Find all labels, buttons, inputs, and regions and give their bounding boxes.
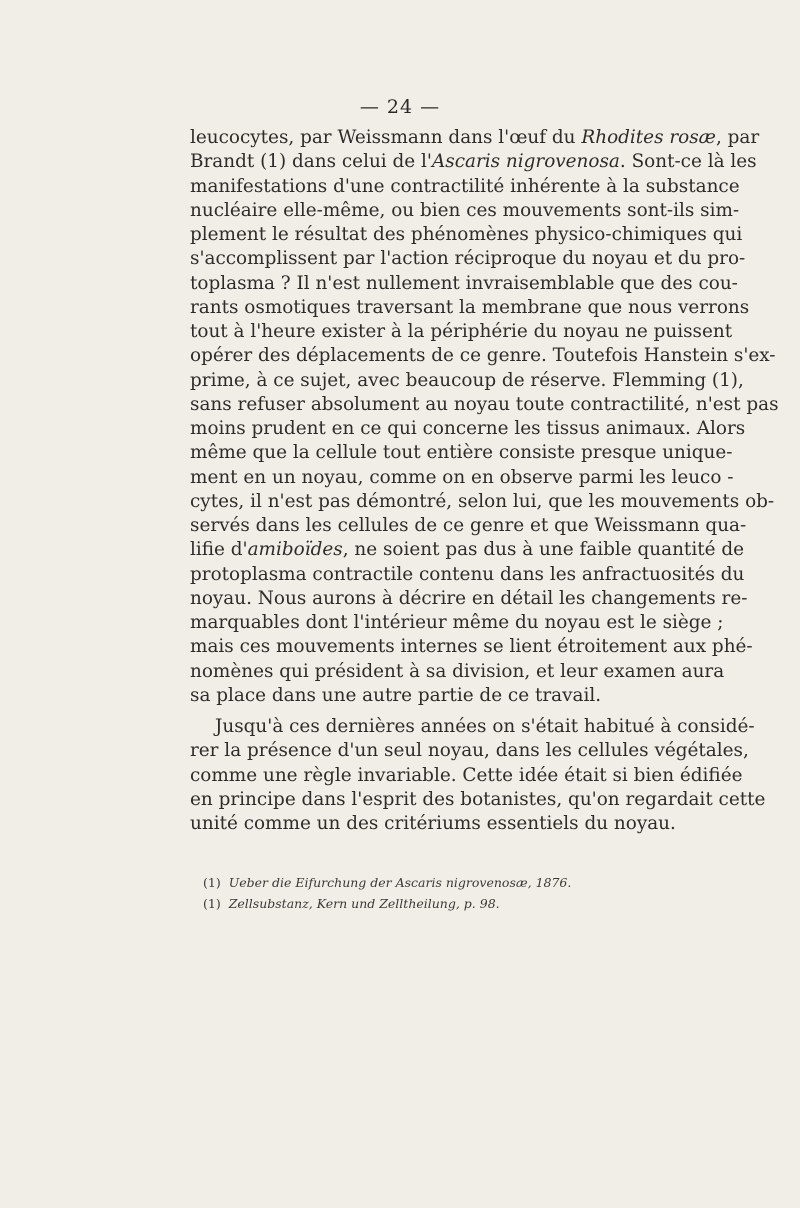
italic-term: Ascaris nigrovenosa (431, 151, 620, 173)
footnote (203, 872, 663, 893)
text-line: s'accomplissent par l'action réciproque du noyau et du pro- (190, 248, 746, 270)
text-line: mais ces mouvements internes se lient étroitement aux phé- (190, 636, 753, 658)
text-line: plement le résultat des phénomènes physico-chimiques qui (190, 224, 743, 245)
text-line: protoplasma contractile contenu dans les anfractuosités du (190, 563, 745, 585)
text-line: rer la présence d'un seul noyau, dans les cellules végétales, (190, 740, 749, 762)
page-number: — 24 — (359, 96, 441, 118)
footnote-number: (1) (203, 896, 221, 911)
text-line: moins prudent en ce qui concerne les tissus animaux. Alors (190, 418, 746, 439)
text-line: tout à l'heure exister à la périphérie du noyau ne puissent (190, 321, 733, 342)
text-line: marquables dont l'intérieur même du noyau est le siège ; (190, 612, 724, 633)
footnote (203, 893, 663, 914)
text-line: toplasma ? Il n'est nullement invraisemblable que des cou- (190, 272, 738, 294)
footnote-text: Ueber die Eifurchung der Ascaris nigrovenosæ, 1876. (228, 875, 572, 890)
text-line: comme une règle invariable. Cette idée était si bien édifiée (190, 764, 743, 786)
footnote-number: (1) (203, 875, 221, 890)
italic-term: Rhodites rosæ (581, 127, 716, 148)
footnote-text: Zellsubstanz, Kern und Zelltheilung, p. 98. (228, 896, 500, 911)
text-line: Jusqu'à ces dernières années on s'était habitué à considé- (215, 716, 755, 737)
paragraph-1 (190, 126, 779, 708)
text-line: sa place dans une autre partie de ce travail. (190, 684, 602, 706)
text-line: rants osmotiques traversant la membrane que nous verrons (190, 296, 750, 318)
text-line: servés dans les cellules de ce genre et que Weissmann qua- (190, 515, 747, 536)
text-line: nomènes qui président à sa division, et leur examen aura (190, 660, 725, 682)
text-line: unité comme un des critériums essentiels du noyau. (190, 813, 676, 834)
text-line: lifie d'amiboïdes, ne soient pas dus à une faible quantité de (190, 539, 744, 561)
text-line: même que la cellule tout entière consiste presque unique- (190, 442, 733, 464)
text-line: prime, à ce sujet, avec beaucoup de réserve. Flemming (1), (190, 369, 744, 391)
text-line: opérer des déplacements de ce genre. Toutefois Hanstein s'ex- (190, 345, 776, 367)
text-line: ment en un noyau, comme on en observe parmi les leuco - (190, 466, 734, 488)
text-line: en principe dans l'esprit des botanistes, qu'on regardait cette (190, 788, 766, 810)
text-line: cytes, il n'est pas démontré, selon lui, que les mouvements ob- (190, 490, 775, 512)
footnotes (203, 872, 663, 914)
paragraph-2 (190, 715, 766, 836)
text-line: manifestations d'une contractilité inhérente à la substance (190, 175, 740, 197)
italic-term: amiboïdes (247, 539, 343, 561)
text-line: nucléaire elle-même, ou bien ces mouvements sont-ils sim- (190, 199, 740, 221)
text-line: Brandt (1) dans celui de l'Ascaris nigrovenosa. Sont-ce là les (190, 151, 757, 173)
text-line: noyau. Nous aurons à décrire en détail les changements re- (190, 587, 748, 609)
text-line: leucocytes, par Weissmann dans l'œuf du Rhodites rosæ, par (190, 127, 760, 148)
text-line: sans refuser absolument au noyau toute contractilité, n'est pas (190, 393, 779, 415)
